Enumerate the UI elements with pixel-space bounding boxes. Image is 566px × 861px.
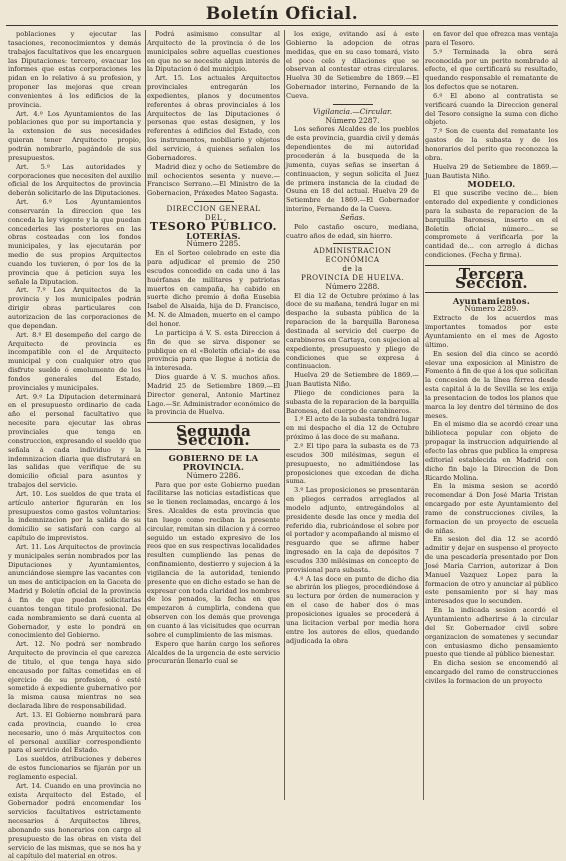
paragraph: Lo participa á V. S. esta Direccion á fin de que se sirva disponer se publique en el «Boletín oficial» de esa provincia para que llegue á noticia de la interesada.: [147, 328, 280, 373]
paragraph: El dia 12 de Octubre próximo á las doce de su mañana, tendrá lugar en mi despacho la subasta pública de la reparacion de la barquilla Baronesa destinada al servicio del cuerpo de carabineros en Cartaya, con sujecion al expediente, presupuesto y pliego de condiciones que se expresa á continuacion.: [286, 291, 419, 371]
column-2: [147, 30, 280, 800]
paragraph: Art. 13. El Gobierno nombrará para cada provincia, cuando lo crea necesario, uno ó más Arquitectos con el personal auxiliar correspondiente para el servicio del Estado.: [8, 710, 141, 755]
paragraph: 7.º Son de cuenta del rematante los gastos de la subasta y de los honorarios del perito que reconozca la obra.: [425, 127, 558, 162]
paragraph: Art. 11. Los Arquitectos de provincia y municipales serán nombrados por las Diputaciones y Ayuntamientos, anunciándose siempre las vacantes con un mes de anticipacion en la Gaceta de Madrid y Boletín oficial de la provincia á fin de que puedan solicitarlas cuantos tengan titulo profesional. De cada nombramiento se dará cuenta al Gobernador, y este lo pondrá en conocimiento del Gobierno.: [8, 542, 141, 640]
paragraph: En el mismo dia se acordó crear una biblioteca popular con objeto de propagar la instruccion adquiriendo al efecto las obras que publica la empresa editorial establecida en Madrid con dicho fin bajo la Direccion de Don Ricardo Molina.: [425, 420, 558, 482]
paragraph: 3.º Las proposiciones se presentarán en pliegos cerrados arreglados al modelo adjunto, entregándolos al presidente desde las once y media del referido dia, rubricándose el sobre por el portador y acompañando al mismo el resguardo que se afirme haber ingresado en la caja de depósitos 7 escudos 330 milésimas en concepto de provisional para subasta.: [286, 486, 419, 574]
heading-provincia: PROVINCIA DE HUELVA.: [300, 272, 405, 282]
paragraph: Art. 6.º Los Ayuntamientos conservarán la direccion que les conceda la ley vigente y la que puedan concederles las posteriores en las obras costeadas con los fondos municipales, y las ejecutarán por medio de sus propios Arquitectos cuando los tuvieren, ó por los de la provincia que á peticion suya les señale la Diputacion.: [8, 198, 141, 286]
paragraph: 4.º A las doce en punto de dicho dia se abrirán los pliegos, procediéndose á su lectura por órden de numeracion y en el caso de haber dos ó mas proposiciones iguales se procederá á una licitacion verbal por media hora entre los autores de ellos, quedando adjudicada la obra: [286, 574, 419, 645]
columns: [6, 30, 559, 861]
paragraph: poblaciones y ejecutar las tasaciones, reconocimientos y demás trabajos facultativos que les encarguen las Diputaciones: tercero, evacuar los informes que estas corporaciones les pidan en lo relativo á su profesion, y proponer las mejoras que crean convenientes á los edificios de la provincia.: [8, 30, 141, 109]
newspaper-page: [6, 0, 559, 861]
divider: [333, 243, 373, 244]
paragraph: Art. 15. Los actuales Arquitectos provinciales entregarán los expedientes, planos y documentos referentes á obras provinciales á los Arquitectos de las Diputaciones ó personas que estas designen, y los referentes á edificios del Estado, con los instrumentos, mobiliario y objetos del servicio, á quienes señalen los Gobernadores.: [147, 74, 280, 162]
heading-administracion: ADMINISTRACION ECONÓMICA: [313, 246, 392, 265]
paragraph: Huelva 29 de Setiembre de 1869.—Juan Bautista Niño.: [286, 371, 419, 389]
heading-vigilancia: Vigilancia.—Circular.: [312, 106, 393, 116]
heading-de-la: de la: [342, 264, 363, 274]
paragraph: Espero que harán cargo los señores Alcaldes de la urgencia de este servicio procurarán llenarlo cual se: [147, 639, 280, 666]
heading-modelo: MODELO.: [467, 179, 516, 190]
divider: [333, 104, 373, 105]
paragraph: Art. 5.º Las autoridades y corporaciones que necesiten del auxilio oficial de los Arquitectos de provincia deberán solicitarlo de las Diputaciones.: [8, 162, 141, 198]
section-title-segunda: Segunda Seccion.: [147, 422, 280, 450]
column-3: [286, 30, 419, 800]
heading-gobierno: GOBIERNO DE LA PROVINCIA.: [168, 452, 259, 472]
paragraph: Art. 10. Los sueldos de que trata el artículo anterior figurarán en los presupuestos como gastos voluntarios: la indemnizacion por la salida de su domicilio se satisfará con cargo al capítulo de imprevistos.: [8, 489, 141, 543]
column-4: [425, 30, 558, 800]
paragraph: los exige, evitando así á este Gobierno la adopcion de otras medidas, que en su caso tomará, visto el poco celo y dilaciones que se observan al contestar otras circulares. Huelva 30 de Setiembre de 1869.—El Gobernador interino, Fernando de la Cueva.: [286, 30, 419, 100]
paragraph: Art. 8.º El desempeño del cargo de Arquitecto de provincia es incompatible con el de Arquitecto municipal y con cualquier otro que disfrute sueldo ó emolumento de los fondos generales del Estado, provinciales y municipales.: [8, 330, 141, 392]
heading-loterias: LOTERÍAS.: [186, 230, 241, 241]
paragraph: Los sueldos, atribuciones y deberes de estos funcionarios se fijarán por un reglamento especial.: [8, 755, 141, 781]
paragraph: El que suscribe vecino de... bien enterado del expediente y condiciones para la subasta de reparacion de la barquilla Baronesa, inserto en el Boletín oficial número... se compromete á verificarla por la cantidad de... con arreglo á dichas condiciones. (Fecha y firma).: [425, 189, 558, 260]
paragraph: en favor del que ofrezca mas ventaja para el Tesoro.: [425, 30, 558, 47]
paragraph: 5.º Terminada la obra será reconocida por un perito nombrado al efecto, el que certificará su resultado, quedando responsable el rematante de los defectos que se notaren.: [425, 47, 558, 92]
heading-direccion: DIRECCION GENERAL: [166, 204, 261, 214]
paragraph: 2.º El tipo para la subasta es de 73 escudos 300 milésimas, segun el presupuesto, no admitiéndose las proposiciones que excedan de dicha suma.: [286, 441, 419, 486]
paragraph: 6.º El abono al contratista se verificará cuando la Direccion general del Tesoro consigne la suma con dicho objeto.: [425, 91, 558, 127]
paragraph: Art. 9.º La Diputacion determinará en el presupuesto ordinario de cada año el personal facultativo que necesite para ejecutar las obras provinciales que tenga en construccion, expresando el sueldo que señala á cada individuo y la indemnizacion diaria que disfrutará en las salidas que verifique de su domicilio oficial para asuntos y trabajos del servicio.: [8, 392, 141, 490]
paragraph: Para que por este Gobierno puedan facilitarse las noticias estadísticas que se le tienen reclamadas, encargo á los Sres. Alcaldes de esta provincia que tan luego como reciban la presente circular, remitan sin dilacion y á correo seguido un estado expresivo de los reos que en sus respectivas localidades resulten cumpliendo las penas de confinamiento, destierro y sujecion á la vigilancia de la autoridad, teniendo presente que en dicho estado se han de expresar con toda claridad los nombres de los penados, la fecha en que empezaron á cumplirla, condena que observen con los demás que provenga en cuanto á las vicisitudes que ocurran sobre el cumplimiento de las mismas.: [147, 480, 280, 639]
paragraph: Pliego de condiciones para la subasta de la reparacion de la barquilla Baronesa, del cuerpo de carabineros.: [286, 388, 419, 415]
paragraph: Pelo castaño oscuro, mediana, cuatro años de edad, sin hierro.: [286, 222, 419, 240]
paragraph: Extracto de los acuerdos mas importantes tomados por este Ayuntamiento en el mes de Agosto último.: [425, 314, 558, 349]
paragraph: Art. 12. No podrá ser nombrado Arquitecto de provincia el que carezca de titulo, el que tenga haya sido encausado por faltas cometidas en el ejercicio de su profesion, ó esté sometido á expediente gubernativo por la misma causa mientras no sea declarada libre de responsabilidad.: [8, 640, 141, 711]
paragraph: Dios guarde á V. S. muchos años. Madrid 25 de Setiembre 1869.—El Director general, Antonio Martinez Lago.—Sr. Administrador económico de la provincia de Huelva.: [147, 373, 280, 417]
notice-number: Número 2288.: [325, 281, 380, 291]
section-title-tercera: Tercera Seccion.: [425, 265, 558, 293]
notice-number: Número 2286.: [186, 470, 241, 480]
paragraph: Podrá asimismo consultar al Arquitecto de la provincia ó de los municipales sobre aquellas cuestiones en que no se necesite algun interés de la Diputacion ó del municipio.: [147, 30, 280, 74]
notice-number: Número 2285.: [186, 239, 241, 249]
paragraph: Los señores Alcaldes de los pueblos de esta provincia, guardia civil y demás dependientes de mi autoridad procederán á la busqueda de la jumenta, cuyas señas se insertan á continuacion, y segun solicita el Juez de primera instancia de la ciudad de Osuna en 18 del actual. Huelva 29 de Setiembre de 1869.—El Gobernador interino, Fernando de la Cueva.: [286, 125, 419, 214]
paragraph: Art. 14. Cuando en una provincia no exista Arquitecto del Estado, el Gobernador podrá encomendar los servicios facultativos estrictamente necesarios á Arquitectos libres, abonando sus honorarios con cargo al presupuesto de las obras en vista del servicio de las mismas, que se nos ha y al capítulo del material en otros.: [8, 781, 141, 861]
heading-ayuntamientos: Ayuntamientos.: [452, 295, 531, 306]
paragraph: En sesion del dia cinco se acordó elevar una exposicion al Ministro de Fomento á fin de que á los que solicitan la concesion de la línea férrea desde esta capital á la de Sevilla se les exija la presentacion de todos los planos que marca la ley dentro del término de dos meses.: [425, 349, 559, 420]
page-title: Boletín Oficial.: [205, 4, 359, 24]
paragraph: Art. 4.º Los Ayuntamientos de las poblaciones que por su importancia y la extension de sus necesidades quieran tener Arquitecto propio, podrán nombrarlo, pagándole de sus presupuestos.: [8, 109, 141, 162]
paragraph: En dicha sesion se encomendó al encargado del ramo de construcciones civiles la formacion de un proyecto: [425, 659, 558, 685]
decree-signature: Madrid diez y ocho de Setiembre de mil ochocientos sesenta y nueve.—Francisco Serrano.—El Ministro de la Gobernacion, Práxedes Mateo Sagasta.: [147, 162, 280, 198]
paragraph: En la misma sesion se acordó recomendar á Don José Maria Tristan encargado por este Ayuntamiento del ramo de construcciones civiles, la formacion de un proyecto de escuela de niñas.: [425, 482, 558, 535]
notice-number: Número 2287.: [325, 115, 380, 125]
paragraph: En la indicada sesion acordó el Ayuntamiento adherirse á la circular del Sr. Gobernador civil sobre organizacion de somatenes y secundar con entusiasmo dicho pensamiento puesto que tiende al público bienestar.: [425, 606, 558, 659]
heading-del: DEL: [204, 212, 223, 222]
column-1: [8, 30, 141, 861]
paragraph: Art. 7.º Los Arquitectos de la provincia y los municipales podrán dirigir obras particulares con autorizacion de las corporaciones de que dependan.: [8, 286, 141, 330]
paragraph: 1.º El acto de la subasta tendrá lugar en mi despacho el dia 12 de Octubre próximo á las doce de su mañana.: [286, 415, 419, 442]
paragraph: En el Sorteo celebrado en este dia para adjudicar el premio de 250 escudos concedido en cada uno á las huérfanas de militares y patriotas muertos en campaña, ha cabido en suerte dicho premio á doña Eusebia Isabel de Alsaida, hija de D. Francisco, M. N. de Almaden, muerto en el campo del honor.: [147, 249, 280, 328]
paragraph: Huelva 29 de Setiembre de 1869.—Juan Bautista Niño.: [425, 162, 558, 180]
heading-tesoro: TESORO PÚBLICO.: [149, 219, 278, 233]
paragraph: En sesion del dia 12 se acordó admitir y dejar en suspenso el proyecto de una pescadería presentado por Don José María Carrion, autorizar á Don Manuel Vazquez Lopez para la formacion de otro y anunciar al público este pensamiento por si hay mas interesados que lo secunden.: [425, 535, 558, 606]
divider: [194, 201, 234, 202]
notice-number: Número 2289.: [464, 304, 519, 314]
heading-senas: Señas.: [340, 212, 365, 222]
header-rule: [6, 25, 558, 26]
